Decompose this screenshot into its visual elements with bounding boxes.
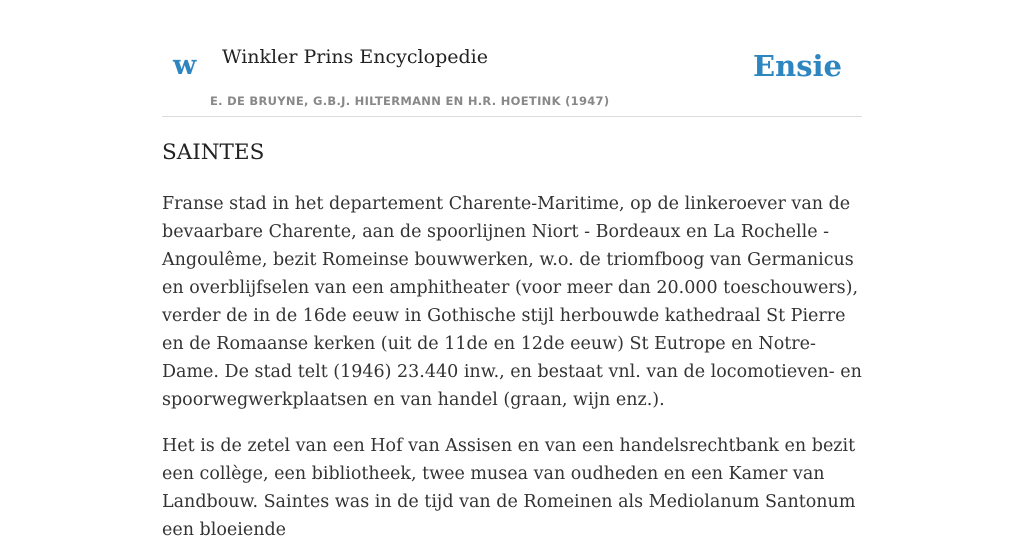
source-header — [162, 0, 862, 117]
source-title-link[interactable]: Winkler Prins Encyclopedie — [222, 46, 488, 68]
ensie-logo[interactable]: Ensie — [753, 49, 842, 83]
article-paragraph: Het is de zetel van een Hof van Assisen en van een handelsrechtbank en bezit een collège, een bibliotheek, twee musea van oudheden en een Kamer van Landbouw. Saintes was in de tijd van de Romeinen als Mediolanum Santonum een bloeiende — [162, 435, 856, 540]
source-logo[interactable]: w — [173, 50, 197, 81]
article-title: SAINTES — [162, 140, 265, 165]
article — [162, 140, 862, 544]
source-authors: E. DE BRUYNE, G.B.J. HILTERMANN EN H.R. HOETINK (1947) — [210, 94, 610, 108]
article-paragraph: Franse stad in het departement Charente-Maritime, op de linkeroever van de bevaarbare Charente, aan de spoorlijnen Niort - Bordeaux en La Rochelle - Angoulême, bezit Romeinse bouwwerken, w.o. de triomfboog van Germanicus en overblijfselen van een amphitheater (voor meer dan 20.000 toeschouwers), verder de in de 16de eeuw in Gothische stijl herbouwde kathedraal St Pierre en de Romaanse kerken (uit de 11de en 12de eeuw) St Eutrope en Notre-Dame. De stad telt (1946) 23.440 inw., en bestaat vnl. van de locomotieven- en spoorwegwerkplaatsen en van handel (graan, wijn enz.). — [162, 193, 862, 410]
